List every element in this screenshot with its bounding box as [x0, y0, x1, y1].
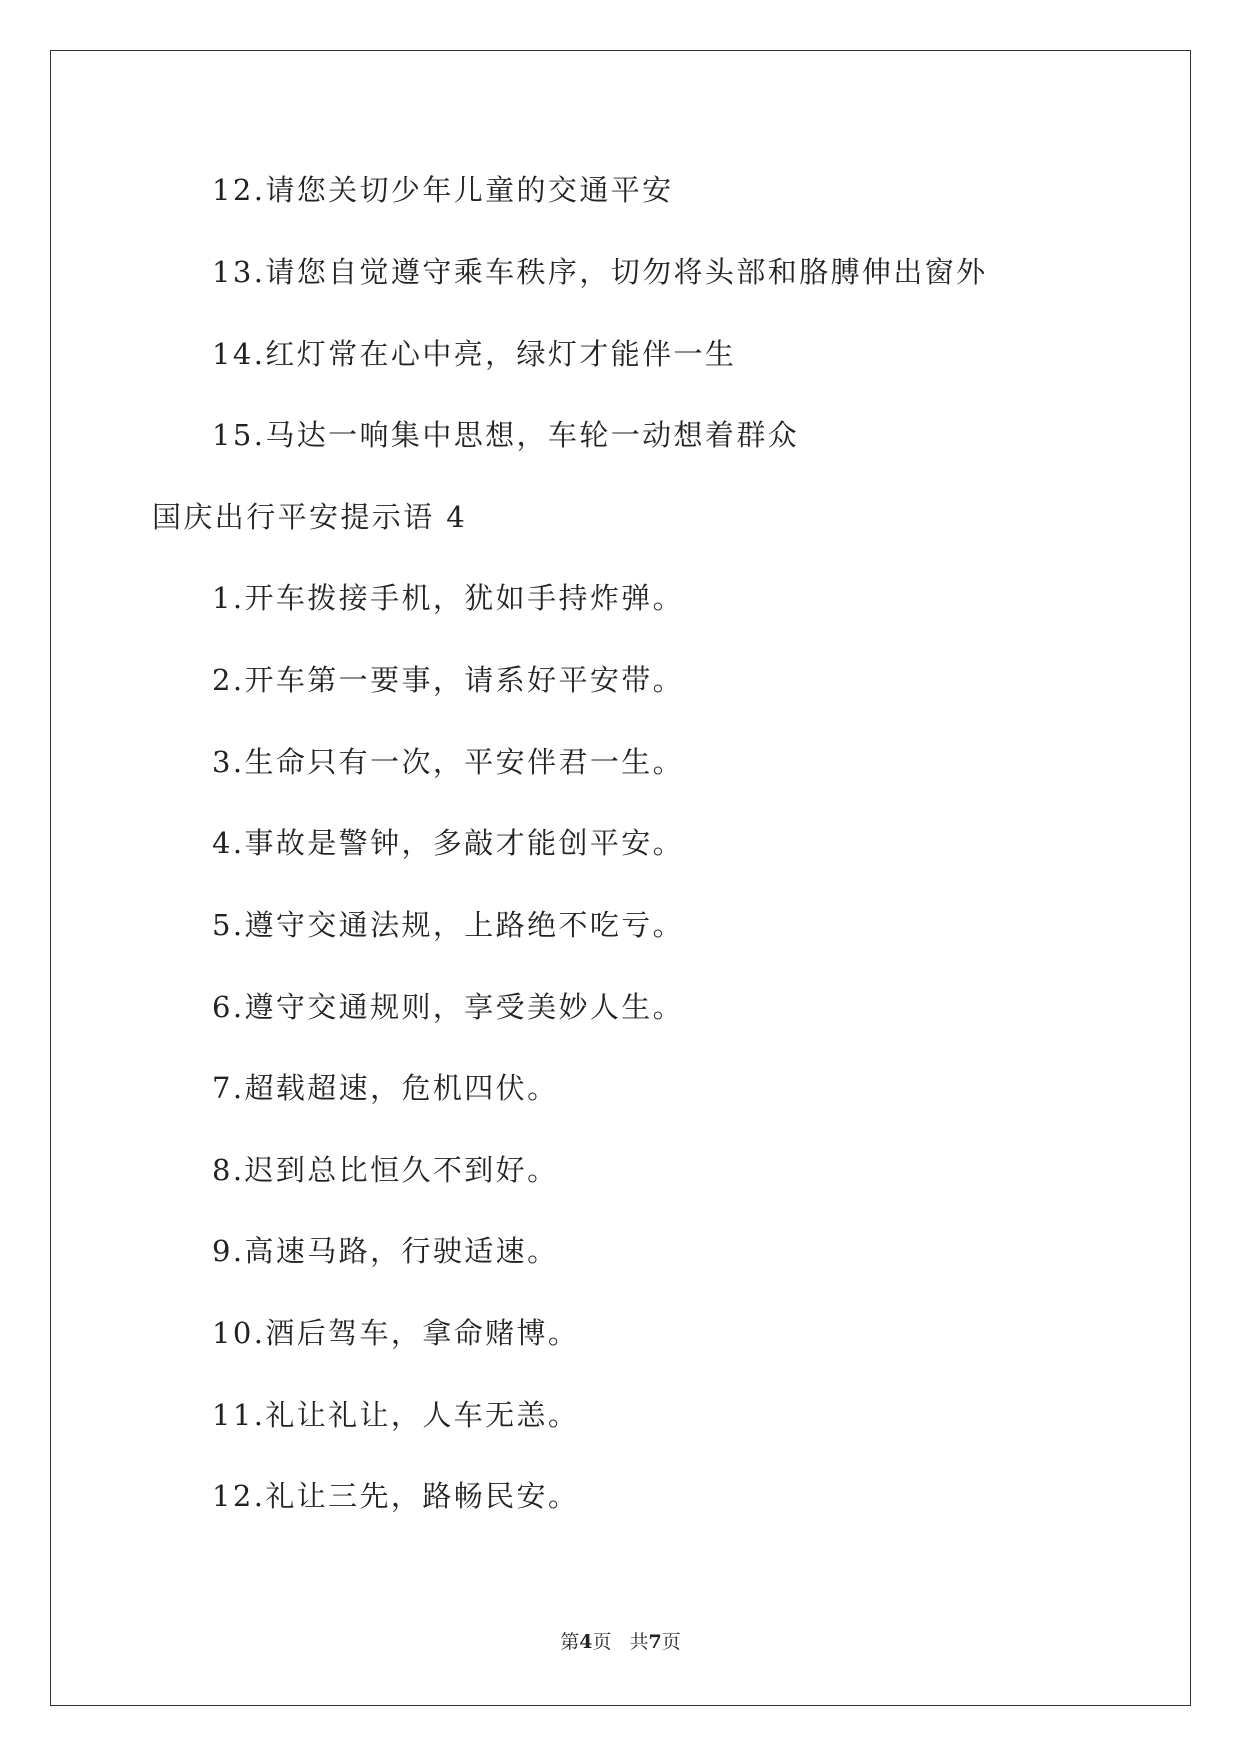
list-item: 15.马达一响集中思想，车轮一动想着群众: [212, 418, 800, 452]
footer-total-prefix: 共: [629, 1631, 649, 1653]
page-border: [50, 50, 1191, 1706]
current-page-number: 4: [579, 1631, 593, 1653]
list-item: 14.红灯常在心中亮，绿灯才能伴一生: [212, 337, 737, 371]
list-item: 2.开车第一要事，请系好平安带。: [212, 663, 685, 697]
list-item: 7.超载超速，危机四伏。: [212, 1071, 559, 1105]
list-item: 12.请您关切少年儿童的交通平安: [212, 173, 674, 207]
section-heading: 国庆出行平安提示语 4: [152, 500, 468, 534]
list-item: 6.遵守交通规则，享受美妙人生。: [212, 990, 685, 1024]
list-item: 12.礼让三先，路畅民安。: [212, 1479, 580, 1513]
list-item: 3.生命只有一次，平安伴君一生。: [212, 745, 685, 779]
list-item: 9.高速马路，行驶适速。: [212, 1234, 559, 1268]
list-item: 11.礼让礼让，人车无恙。: [212, 1398, 580, 1432]
list-item: 8.迟到总比恒久不到好。: [212, 1153, 559, 1187]
footer-total-suffix: 页: [661, 1631, 681, 1653]
footer-page-suffix: 页: [592, 1631, 612, 1653]
list-item: 5.遵守交通法规，上路绝不吃亏。: [212, 908, 685, 942]
total-pages-number: 7: [648, 1631, 662, 1653]
list-item: 1.开车拨接手机，犹如手持炸弹。: [212, 581, 685, 615]
list-item: 10.酒后驾车，拿命赌博。: [212, 1316, 580, 1350]
page-footer: [0, 1630, 1241, 1654]
list-item: 13.请您自觉遵守乘车秩序，切勿将头部和胳膊伸出窗外: [212, 255, 988, 289]
list-item: 4.事故是警钟，多敲才能创平安。: [212, 826, 685, 860]
footer-prefix: 第: [560, 1631, 580, 1653]
